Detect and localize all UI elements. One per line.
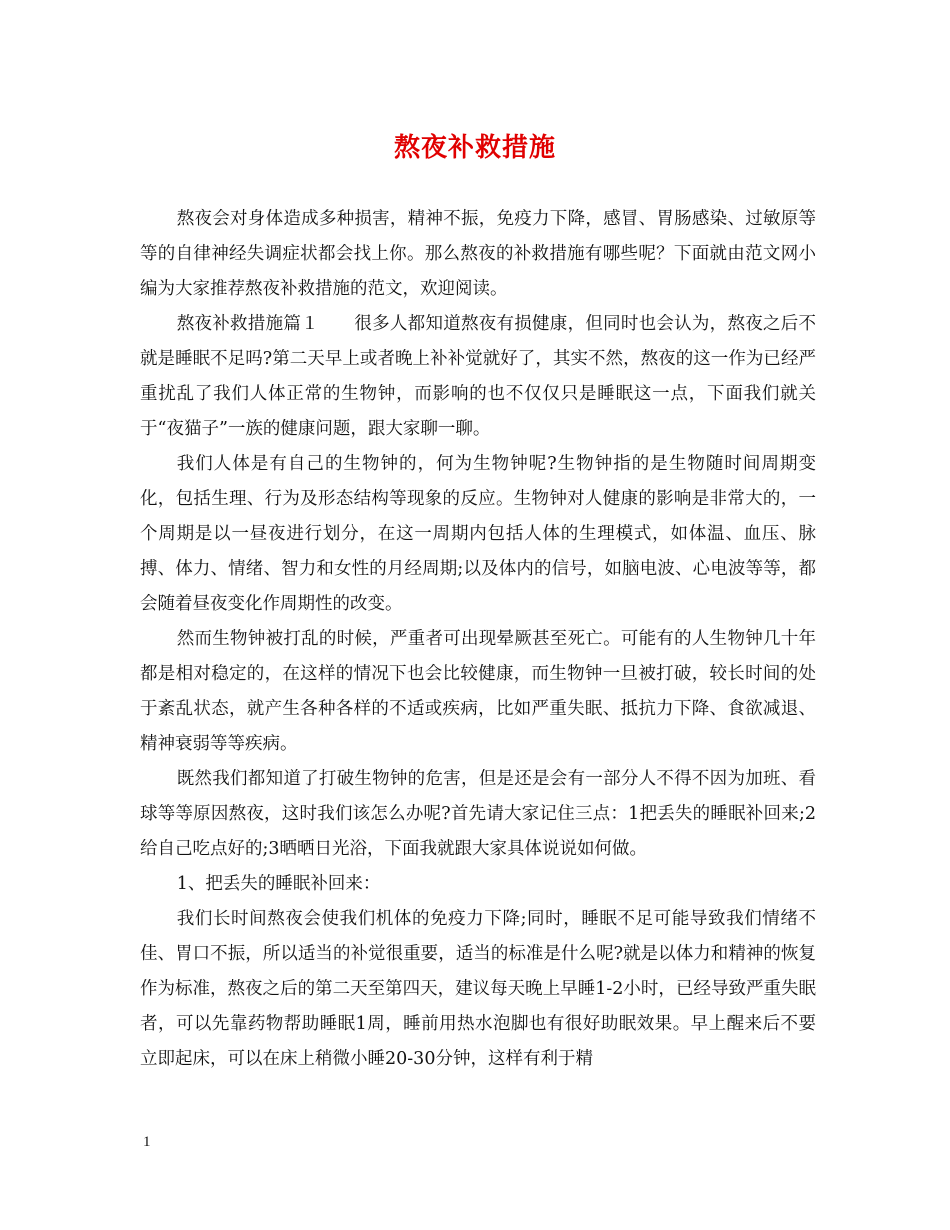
paragraph-three-points: 既然我们都知道了打破生物钟的危害，但是还是会有一部分人不得不因为加班、看球等等原因熬夜，这时我们该怎么办呢?首先请大家记住三点：1把丢失的睡眠补回来;2给自己吃点好的;3晒晒日光浴，下面我就跟大家具体说说如何做。 — [140, 769, 816, 859]
document-title: 熬夜补救措施 — [393, 133, 556, 163]
paragraph-section-1: 熬夜补救措施篇１ 很多人都知道熬夜有损健康，但同时也会认为，熬夜之后不就是睡眠不足吗?第二天早上或者晚上补补觉就好了，其实不然，熬夜的这一作为已经严重扰乱了我们人体正常的生物钟，而影响的也不仅仅只是睡眠这一点，下面我们就关于“夜猫子”一族的健康问题，跟大家聊一聊。 — [140, 314, 816, 439]
paragraph-clock-disruption: 然而生物钟被打乱的时候，严重者可出现晕厥甚至死亡。可能有的人生物钟几十年都是相对稳定的，在这样的情况下也会比较健康，而生物钟一旦被打破，较长时间的处于紊乱状态，就产生各种各样的不适或疾病，比如严重失眠、抵抗力下降、食欲减退、精神衰弱等等疾病。 — [140, 629, 816, 754]
paragraph-biological-clock: 我们人体是有自己的生物钟的，何为生物钟呢?生物钟指的是生物随时间周期变化，包括生理、行为及形态结构等现象的反应。生物钟对人健康的影响是非常大的，一个周期是以一昼夜进行划分，在这一周期内包括人体的生理模式，如体温、血压、脉搏、体力、情绪、智力和女性的月经周期;以及体内的信号，如脑电波、心电波等等，都会随着昼夜变化作周期性的改变。 — [140, 454, 816, 614]
paragraph-sleep-advice: 我们长时间熬夜会使我们机体的免疫力下降;同时，睡眠不足可能导致我们情绪不佳、胃口不振，所以适当的补觉很重要，适当的标准是什么呢?就是以体力和精神的恢复作为标准，熬夜之后的第二天至第四天，建议每天晚上早睡1-2小时，已经导致严重失眠者，可以先靠药物帮助睡眠1周，睡前用热水泡脚也有很好助眠效果。早上醒来后不要立即起床，可以在床上稍微小睡20-30分钟，这样有利于精 — [140, 909, 816, 1069]
paragraph-subheading-sleep: 1、把丢失的睡眠补回来： — [176, 874, 381, 894]
page-number: 1 — [143, 1134, 151, 1150]
paragraph-intro: 熬夜会对身体造成多种损害，精神不振，免疫力下降，感冒、胃肠感染、过敏原等等的自律神经失调症状都会找上你。那么熬夜的补救措施有哪些呢？下面就由范文网小编为大家推荐熬夜补救措施的范文，欢迎阅读。 — [140, 209, 816, 299]
document-body — [140, 202, 816, 1077]
